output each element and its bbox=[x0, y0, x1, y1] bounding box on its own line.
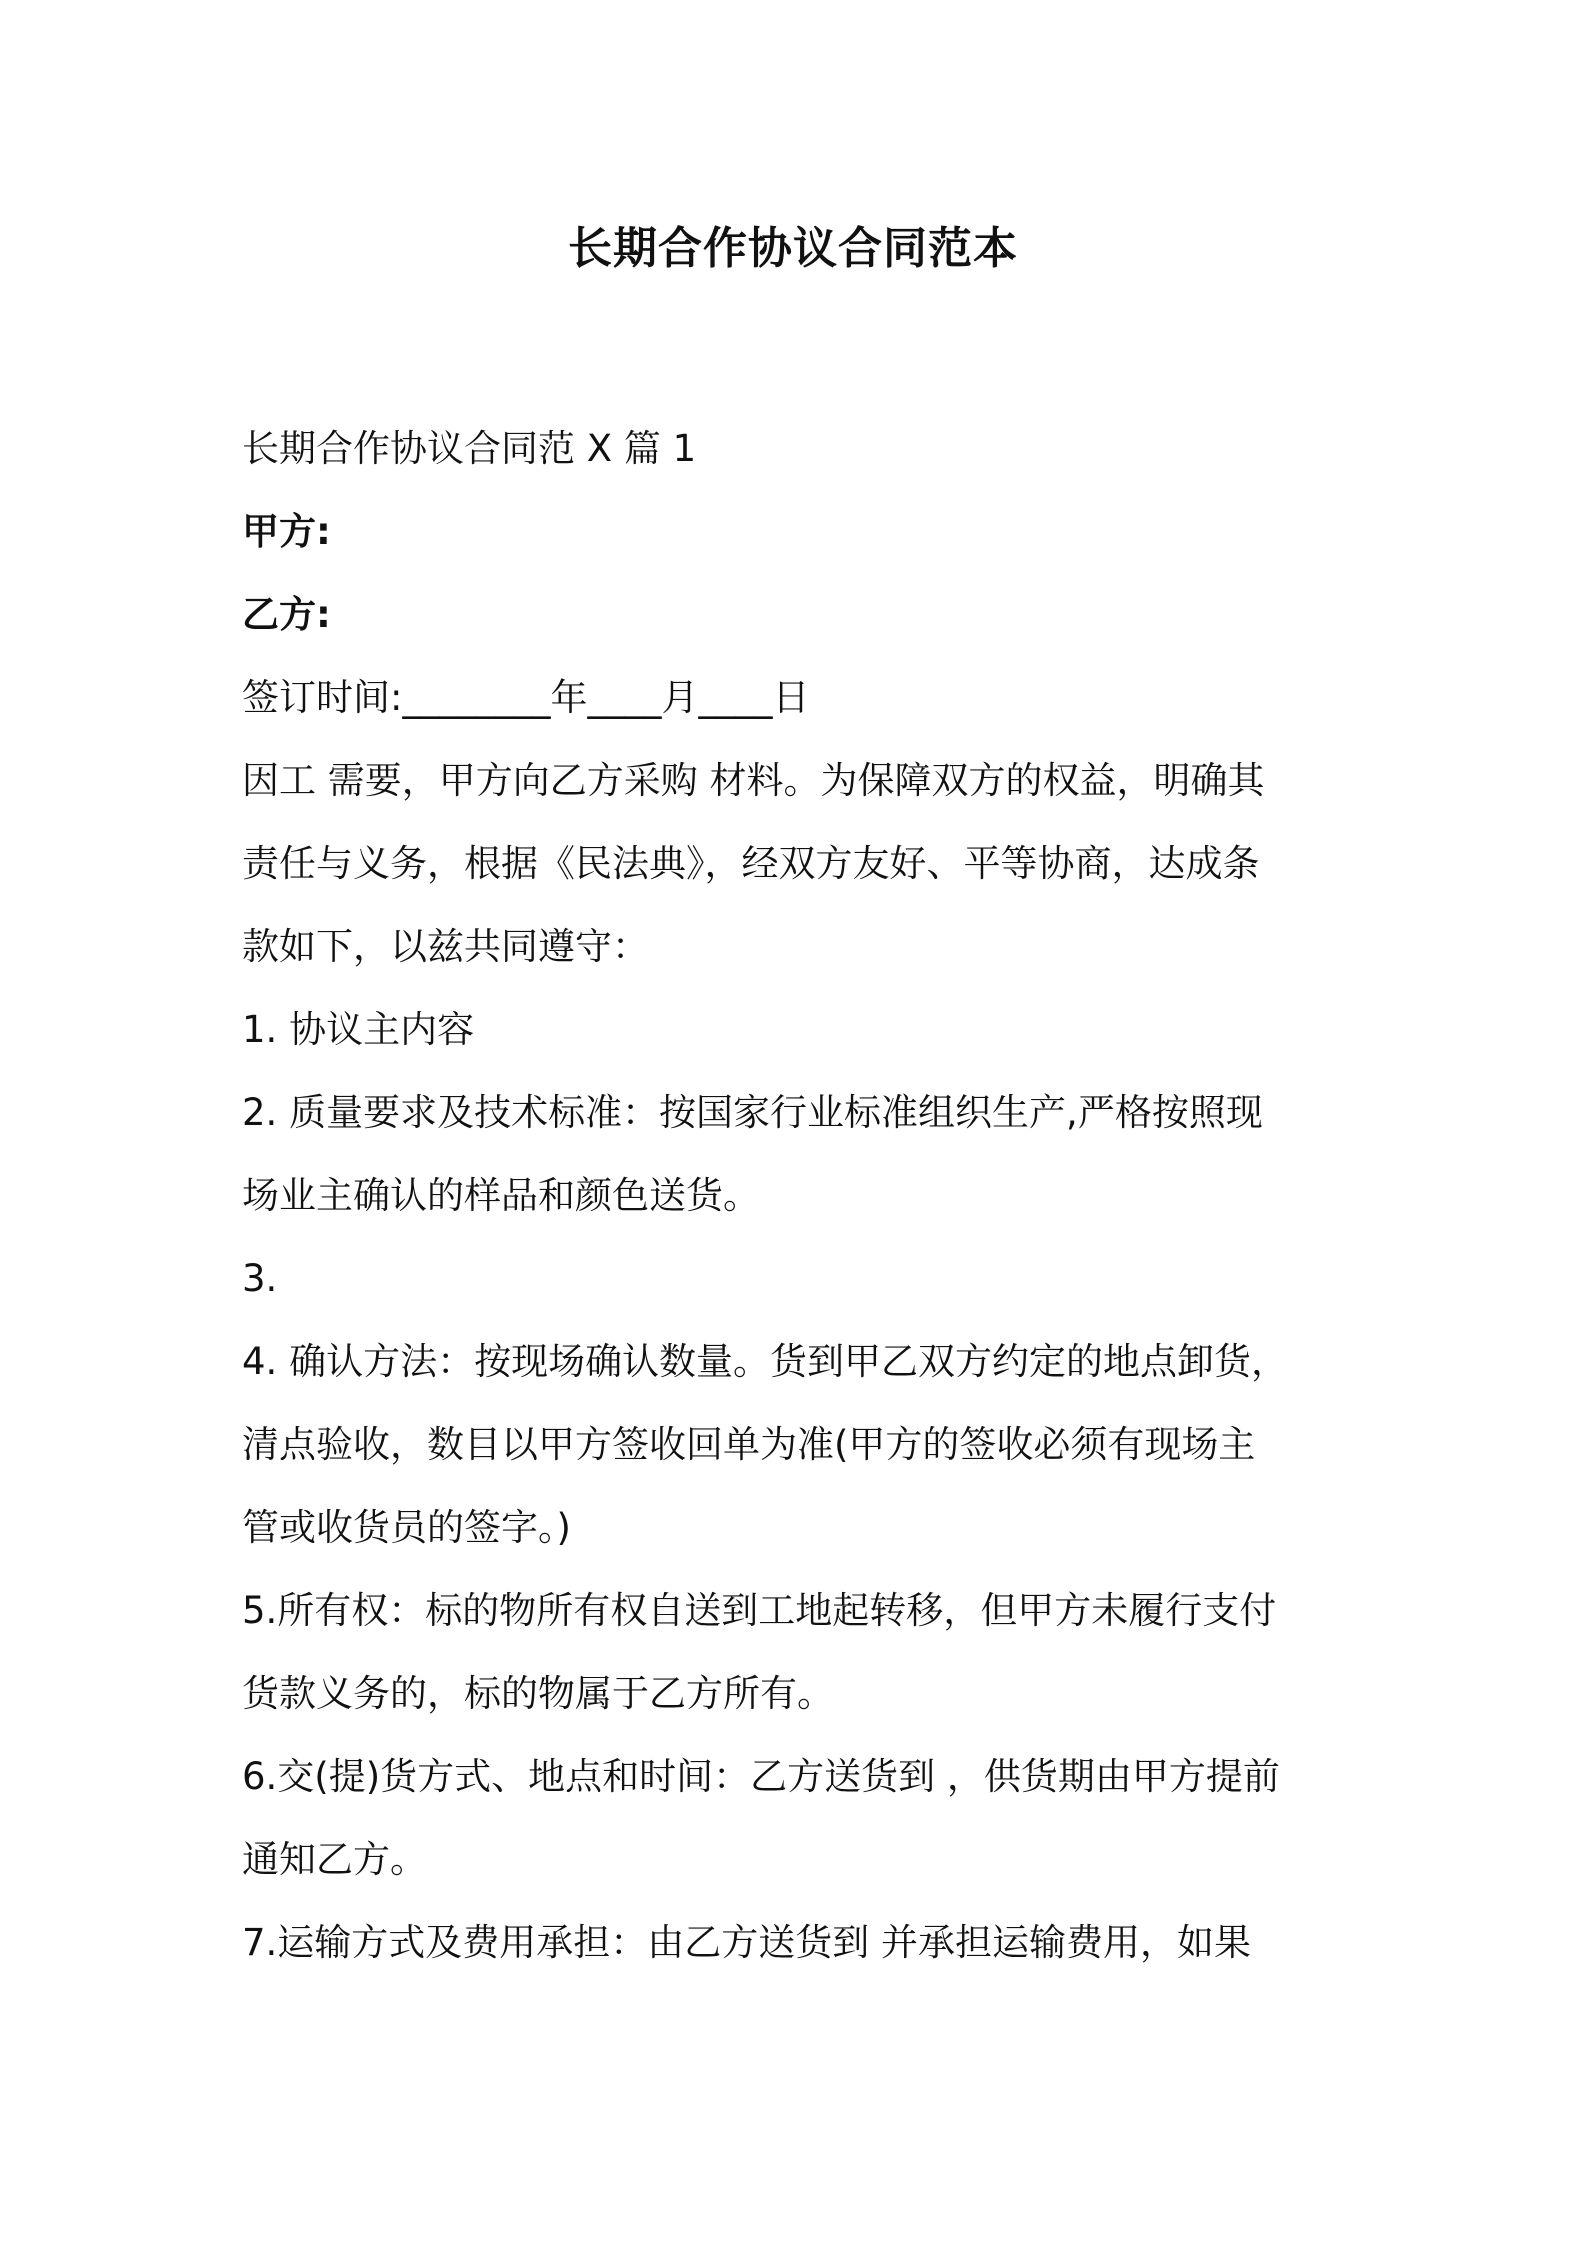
document-body bbox=[242, 407, 1362, 1984]
preamble-line-3: 款如下，以兹共同遵守： bbox=[242, 925, 649, 968]
clause-5-line-2: 货款义务的，标的物属于乙方所有。 bbox=[242, 1672, 834, 1715]
clause-5-line-1: 5.所有权：标的物所有权自送到工地起转移，但甲方未履行支付 bbox=[242, 1589, 1277, 1632]
preamble-line-2: 责任与义务，根据《民法典》，经双方友好、平等协商，达成条 bbox=[242, 842, 1260, 885]
clause-4-line-2: 清点验收，数目以甲方签收回单为准(甲方的签收必须有现场主 bbox=[242, 1423, 1256, 1466]
clause-6-line-1: 6.交(提)货方式、地点和时间：乙方送货到 ，供货期由甲方提前 bbox=[242, 1755, 1280, 1798]
clause-6-line-2: 通知乙方。 bbox=[242, 1838, 427, 1881]
clause-4-line-1: 4. 确认方法：按现场确认数量。货到甲乙双方约定的地点卸货， bbox=[242, 1340, 1289, 1383]
clause-1: 1. 协议主内容 bbox=[242, 1008, 475, 1051]
preamble-line-1: 因工 需要，甲方向乙方采购 材料。为保障双方的权益，明确其 bbox=[242, 759, 1265, 802]
clause-2-line-2: 场业主确认的样品和颜色送货。 bbox=[242, 1174, 760, 1217]
document-title: 长期合作协议合同范本 bbox=[568, 223, 1018, 274]
clause-7-line-1: 7.运输方式及费用承担：由乙方送货到 并承担运输费用，如果 bbox=[242, 1921, 1252, 1964]
party-a-label: 甲方: bbox=[242, 510, 331, 553]
party-b-label: 乙方: bbox=[242, 593, 331, 636]
signing-date-line: 签订时间:________年____月____日 bbox=[242, 676, 810, 719]
section-heading: 长期合作协议合同范 X 篇 1 bbox=[242, 427, 697, 470]
clause-2-line-1: 2. 质量要求及技术标准：按国家行业标准组织生产,严格按照现 bbox=[242, 1091, 1263, 1134]
clause-3: 3. bbox=[242, 1257, 278, 1300]
clause-4-line-3: 管或收货员的签字。) bbox=[242, 1506, 571, 1549]
